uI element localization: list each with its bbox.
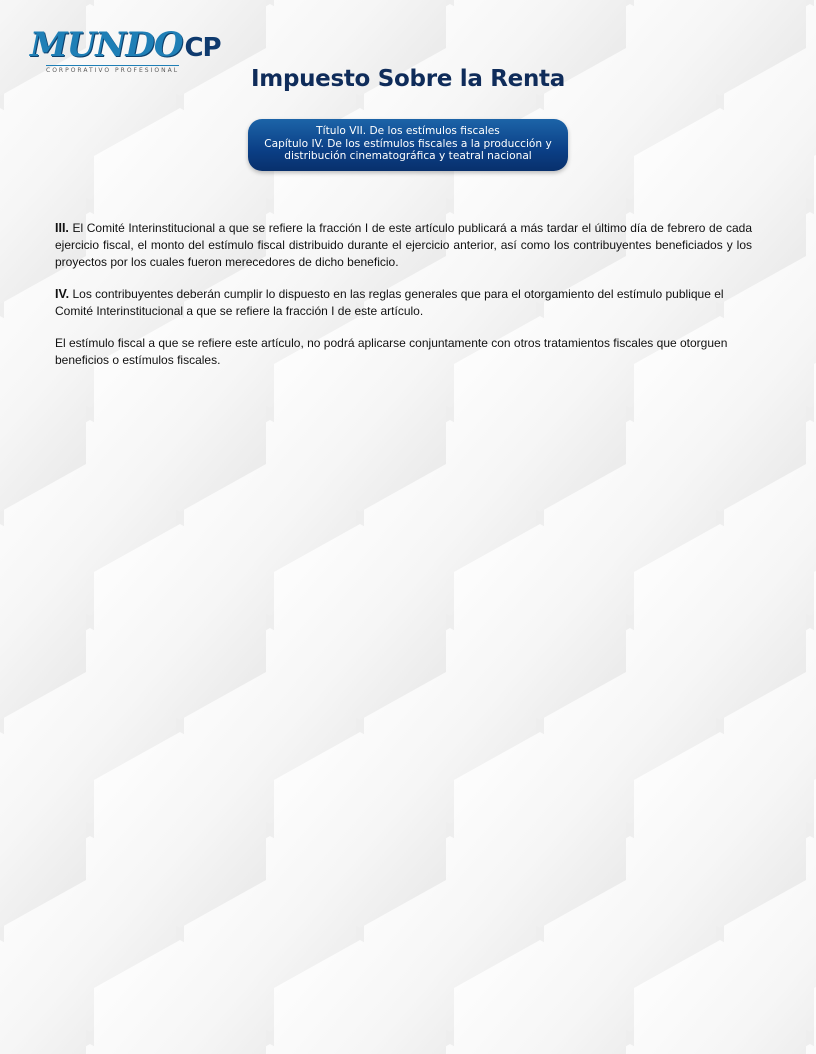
logo-brand-cp: CP <box>184 33 221 63</box>
paragraph-closing <box>55 335 752 369</box>
chapter-banner <box>248 119 568 171</box>
banner-title-line: Título VII. De los estímulos fiscales <box>316 125 500 137</box>
banner-chapter-line: Capítulo IV. De los estímulos fiscales a la producción y <box>264 137 552 150</box>
logo-wordmark <box>30 25 221 65</box>
paragraph-text: El estímulo fiscal a que se refiere este artículo, no podrá aplicarse conjuntamente con otros tratamientos fiscales que otorguen beneficios o estímulos fiscales. <box>55 336 728 367</box>
paragraph-iii <box>55 220 752 271</box>
paragraph-number: III. <box>55 221 69 235</box>
paragraph-text: Los contribuyentes deberán cumplir lo dispuesto en las reglas generales que para el otorgamiento del estímulo publique el Comité Interinstitucional a que se refiere la fracción I de este artículo. <box>55 287 724 318</box>
paragraph-iv <box>55 286 752 320</box>
article-body <box>55 220 752 384</box>
paragraph-number: IV. <box>55 287 70 301</box>
logo-tagline: CORPORATIVO PROFESIONAL <box>46 67 180 74</box>
logo-brand-main: MUNDO <box>30 25 183 65</box>
page-title: Impuesto Sobre la Renta <box>251 66 565 92</box>
paragraph-text: El Comité Interinstitucional a que se refiere la fracción I de este artículo publicará a más tardar el último día de febrero de cada ejercicio fiscal, el monto del estímulo fiscal distribuido durante el ejercicio anterior, así como los contribuyentes beneficiados y los proyectos por los cuales fueron merecedores de dicho beneficio. <box>55 221 752 269</box>
banner-chapter-line-2: distribución cinematográfica y teatral nacional <box>284 150 532 162</box>
